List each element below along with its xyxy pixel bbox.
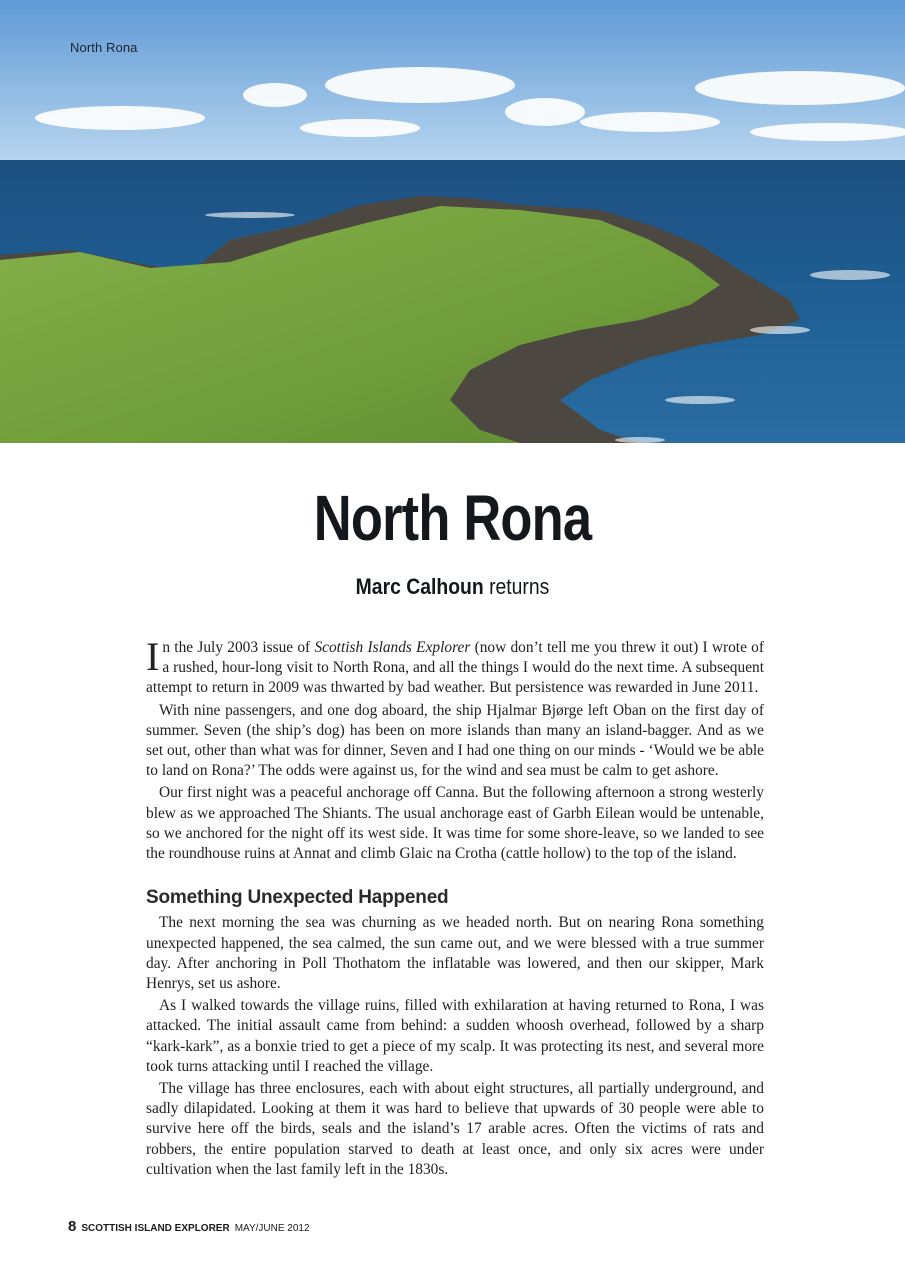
byline-author: Marc Calhoun [355, 574, 484, 599]
drop-cap: I [146, 634, 160, 679]
paragraph-1 [146, 634, 764, 699]
paragraph-5: As I walked towards the village ruins, filled with exhilaration at having returned to Rona, I was attacked. The initial assault came from behind: a sudden whoosh overhead, followed by a sharp “kark-kark”, as a bonxie tried to get a piece of my scalp. It was protecting its nest, and several more took turns attacking until I reached the village. [146, 997, 764, 1075]
article-body [146, 634, 764, 1182]
paragraph-1-part-a: n the July 2003 issue of [162, 639, 315, 656]
section-heading: Something Unexpected Happened [146, 887, 449, 909]
paragraph-6: The village has three enclosures, each with about eight structures, all partially underground, and sadly dilapidated. Looking at them it was hard to believe that upwards of 30 people were able to survive here off the birds, seals and the island’s 17 arable acres. Often the victims of rats and robbers, the entire population starved to death at least once, and only six acres were under cultivation when the last family left in the 1830s. [146, 1080, 764, 1178]
paragraph-2: With nine passengers, and one dog aboard, the ship Hjalmar Bjørge left Oban on the first day of summer. Seven (the ship’s dog) has been on more islands than many an island-bagger. And as we set out, other than what was for dinner, Seven and I had one thing on our minds - ‘Would we be able to land on Rona?’ The odds were against us, for the wind and sea must be calm to get ashore. [146, 701, 764, 780]
page-footer [68, 1218, 310, 1235]
section-tag: North Rona [70, 40, 138, 55]
article-title: North Rona [313, 482, 592, 554]
paragraph-3: Our first night was a peaceful anchorage off Canna. But the following afternoon a strong westerly blew as we approached The Shiants. The usual anchorage east of Garbh Eilean would be untenable, so we anchored for the night off its west side. It was time for some shore-leave, so we landed to see the roundhouse ruins at Annat and climb Glaic na Crotha (cattle hollow) to the top of the island. [146, 784, 764, 863]
byline-rest: returns [483, 574, 550, 599]
issue-date: MAY/JUNE 2012 [234, 1223, 310, 1234]
paragraph-4: The next morning the sea was churning as we headed north. But on nearing Rona something unexpected happened, the sea calmed, the sun came out, and we were blessed with a true summer day. After anchoring in Poll Thothatom the inflatable was lowered, and then our skipper, Mark Henrys, set us ashore. [146, 914, 764, 993]
magazine-name: SCOTTISH ISLAND EXPLORER [81, 1223, 230, 1234]
island-aerial-image [0, 0, 905, 443]
byline [54, 574, 850, 600]
magazine-title-italic: Scottish Islands Explorer [314, 639, 471, 656]
paragraph-1-part-b: (now don’t tell me you threw it out) I wrote of a rushed, hour-long visit to North Rona, and all the things I would do the next time. A subsequent attempt to return in 2009 was thwarted by bad weather. But persistence was rewarded in June 2011. [146, 639, 764, 697]
hero-photo [0, 0, 905, 443]
page-number: 8 [68, 1218, 77, 1235]
